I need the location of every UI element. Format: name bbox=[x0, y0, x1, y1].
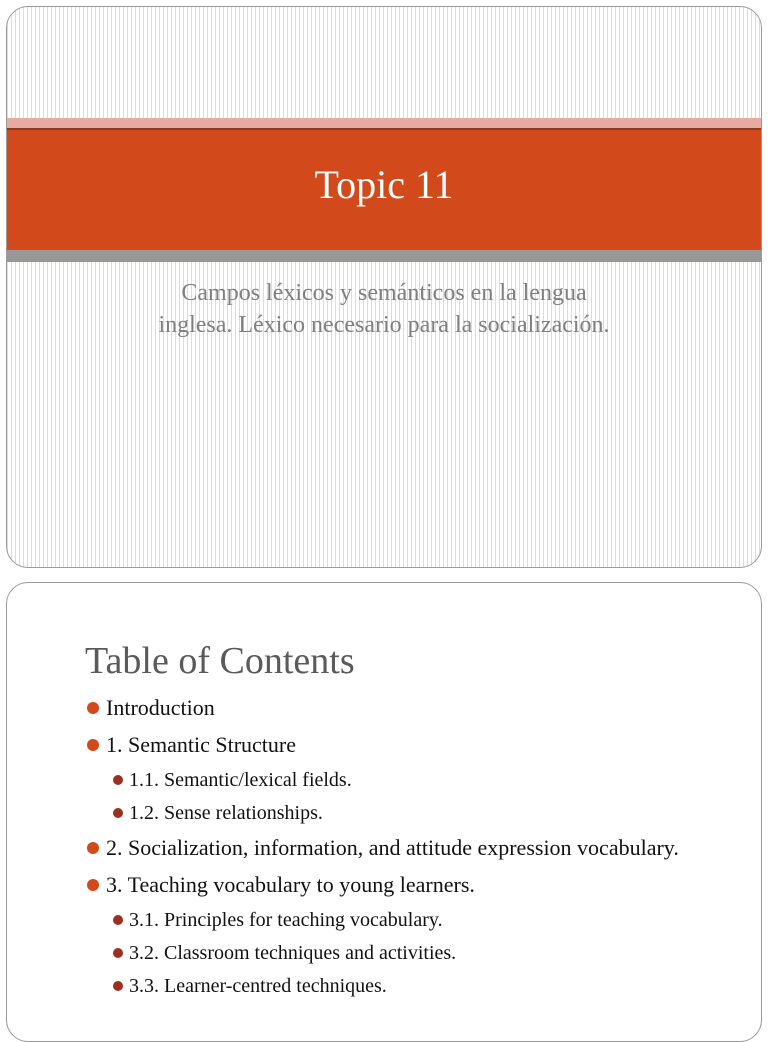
toc-item bbox=[85, 730, 725, 760]
title-slide bbox=[6, 6, 762, 568]
toc-subitem-text: 1.2. Sense relationships. bbox=[129, 802, 323, 824]
subtitle-line-2: inglesa. Léxico necesario para la socialización. bbox=[158, 312, 610, 338]
slide-title: Topic 11 bbox=[314, 161, 454, 207]
toc-subitem bbox=[85, 767, 725, 793]
toc-item bbox=[85, 833, 725, 863]
toc-subitem bbox=[85, 973, 725, 999]
bullet-icon bbox=[87, 879, 99, 891]
toc-subitem bbox=[85, 800, 725, 826]
sub-bullet-icon bbox=[113, 948, 123, 958]
bullet-icon bbox=[87, 702, 99, 714]
sub-bullet-icon bbox=[113, 808, 123, 818]
title-band bbox=[7, 130, 761, 250]
toc-subitem-text: 3.1. Principles for teaching vocabulary. bbox=[129, 909, 443, 931]
toc-item-text: 3. Teaching vocabulary to young learners. bbox=[106, 872, 475, 897]
toc-subitem-text: 1.1. Semantic/lexical fields. bbox=[129, 769, 352, 791]
sub-bullet-icon bbox=[113, 775, 123, 785]
sub-bullet-icon bbox=[113, 915, 123, 925]
toc-item-text: 2. Socialization, information, and attitude expression vocabulary. bbox=[106, 835, 679, 860]
toc-item-text: 1. Semantic Structure bbox=[106, 732, 297, 757]
toc-subitem-text: 3.3. Learner-centred techniques. bbox=[129, 975, 387, 997]
contents-slide bbox=[6, 582, 762, 1042]
pink-accent-band bbox=[7, 118, 761, 128]
bullet-icon bbox=[87, 842, 99, 854]
slide-subtitle bbox=[47, 277, 721, 341]
toc-item bbox=[85, 693, 725, 723]
bullet-icon bbox=[87, 739, 99, 751]
toc-heading: Table of Contents bbox=[85, 640, 355, 682]
toc-item bbox=[85, 870, 725, 900]
subtitle-line-1: Campos léxicos y semánticos en la lengua bbox=[181, 280, 587, 306]
sub-bullet-icon bbox=[113, 981, 123, 991]
toc-subitem bbox=[85, 907, 725, 933]
toc-subitem bbox=[85, 940, 725, 966]
toc-list bbox=[85, 693, 725, 1006]
toc-item-text: Introduction bbox=[106, 695, 215, 720]
toc-subitem-text: 3.2. Classroom techniques and activities. bbox=[129, 942, 457, 964]
gray-accent-band bbox=[7, 250, 761, 262]
